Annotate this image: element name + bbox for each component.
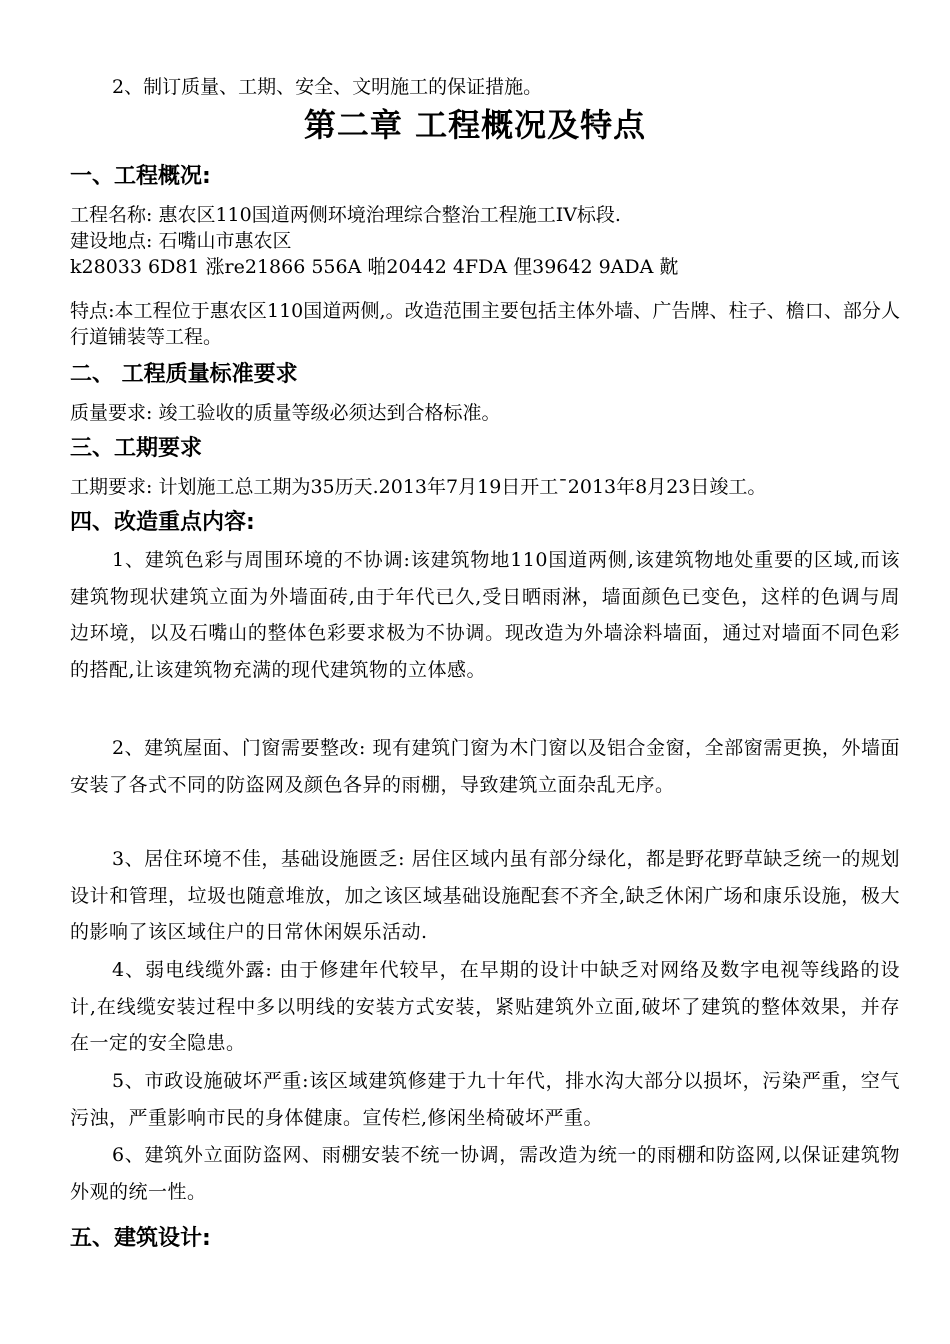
section4-heading: 四、改造重点内容: [70,510,255,535]
section3-heading: 三、工期要求 [70,436,203,461]
schedule-requirement: 工期要求: 计划施工总工期为35历天.2013年7月19日开工¯2013年8月23日竣工。 [70,476,767,498]
renovation-item-1: 1、建筑色彩与周围环境的不协调:该建筑物地110国道两侧,该建筑物地处重要的区域,而该建筑物现状建筑立面为外墙面砖,由于年代已久,受日晒雨淋，墙面颜色已变色，这样的色调与周边环境，以及石嘴山的整体色彩要求极为不协调。现改造为外墙涂料墙面，通过对墙面不同色彩的搭配,让该建筑物充满的现代建筑物的立体感。 [70,549,900,681]
renovation-item-3: 3、居住环境不佳，基础设施匮乏: 居住区域内虽有部分绿化，都是野花野草缺乏统一的规划设计和管理，垃圾也随意堆放，加之该区域基础设施配套不齐全,缺乏休闲广场和康乐设施，极大的影响了该区域住户的日常休闲娱乐活动. [70,848,900,943]
project-location: 建设地点: 石嘴山市惠农区 [70,230,292,252]
intro-item: 2、制订质量、工期、安全、文明施工的保证措施。 [112,76,543,98]
renovation-item-2: 2、建筑屋面、门窗需要整改: 现有建筑门窗为木门窗以及铝合金窗，全部窗需更换，外墙面安装了各式不同的防盗网及颜色各异的雨棚，导致建筑立面杂乱无序。 [70,737,900,796]
project-features: 特点:本工程位于惠农区110国道两侧,。改造范围主要包括主体外墙、广告牌、柱子、檐口、部分人行道铺装等工程。 [70,300,900,348]
section2-heading: 二、 工程质量标准要求 [70,362,298,387]
renovation-item-4: 4、弱电线缆外露: 由于修建年代较早，在早期的设计中缺乏对网络及数字电视等线路的设计,在线缆安装过程中多以明线的安装方式安装，紧贴建筑外立面,破坏了建筑的整体效果，并存在一定的安全隐患。 [70,959,900,1054]
section5-heading: 五、建筑设计: [70,1226,211,1251]
quality-requirement: 质量要求: 竣工验收的质量等级必须达到合格标准。 [70,402,501,424]
renovation-item-6: 6、建筑外立面防盗网、雨棚安装不统一协调，需改造为统一的雨棚和防盗网,以保证建筑物外观的统一性。 [70,1144,900,1203]
section1-heading: 一、工程概况: [70,164,211,189]
project-name: 工程名称: 惠农区110国道两侧环境治理综合整治工程施工IV标段. [70,204,621,226]
renovation-item-5: 5、市政设施破坏严重:该区域建筑修建于九十年代，排水沟大部分以损坏，污染严重，空气污浊，严重影响市民的身体健康。宣传栏,修闲坐椅破坏严重。 [70,1070,900,1129]
chapter-title: 第二章 工程概况及特点 [303,106,647,144]
garbled-text-line: k28033 6D81 涨re21866 556A 啪20442 4FDA 俚39642 9ADA 黆 [70,256,679,278]
